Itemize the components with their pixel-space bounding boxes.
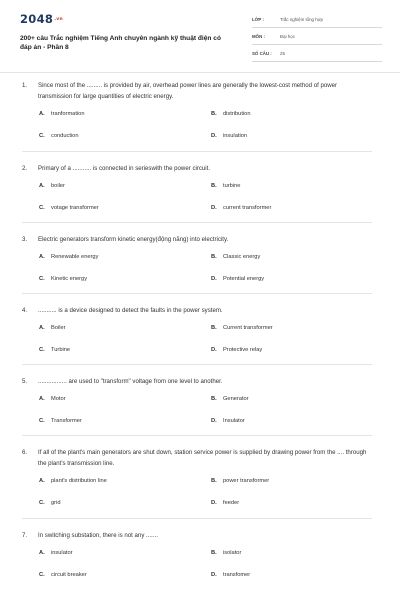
option-c[interactable] xyxy=(39,418,82,424)
meta-row-class xyxy=(252,14,382,28)
question-body: ........... is a device designed to detect the faults in the power system. xyxy=(38,307,223,314)
meta-row-subject xyxy=(252,31,382,45)
option-letter: A. xyxy=(39,324,45,331)
header xyxy=(20,12,382,66)
option-a[interactable] xyxy=(39,254,98,260)
question-list xyxy=(22,81,372,591)
option-text: votage transformer xyxy=(51,204,99,211)
option-b[interactable] xyxy=(211,183,240,189)
question-number: 3. xyxy=(22,236,28,243)
question-4 xyxy=(22,294,372,365)
option-b[interactable] xyxy=(211,396,249,402)
meta-info xyxy=(252,14,382,65)
option-row xyxy=(39,341,372,363)
question-2 xyxy=(22,152,372,223)
question-text xyxy=(22,235,372,246)
option-row xyxy=(39,248,372,270)
option-letter: C. xyxy=(39,500,45,507)
answer-options xyxy=(22,248,372,292)
option-text: Motor xyxy=(51,395,66,402)
option-letter: D. xyxy=(211,417,217,424)
option-text: circuit breaker xyxy=(51,571,87,578)
logo-suffix: .vn xyxy=(54,17,63,22)
option-text: Kinetic energy xyxy=(51,275,88,282)
option-row xyxy=(39,105,372,127)
option-b[interactable] xyxy=(211,111,251,117)
option-letter: D. xyxy=(211,133,217,140)
meta-key: MÔN : xyxy=(252,34,265,39)
question-7 xyxy=(22,519,372,591)
option-letter: D. xyxy=(211,204,217,211)
option-b[interactable] xyxy=(211,325,273,331)
option-text: insulator xyxy=(51,549,73,556)
option-letter: C. xyxy=(39,275,45,282)
question-number: 2. xyxy=(22,165,28,172)
option-b[interactable] xyxy=(211,478,269,484)
option-c[interactable] xyxy=(39,133,79,139)
option-letter: C. xyxy=(39,133,45,140)
option-letter: A. xyxy=(39,395,45,402)
option-letter: D. xyxy=(211,571,217,578)
option-text: insulation xyxy=(223,133,248,140)
option-letter: B. xyxy=(211,182,217,189)
option-a[interactable] xyxy=(39,478,107,484)
option-text: Turbine xyxy=(51,346,71,353)
question-body: Primary of a ........... is connected in serieswith the power circuit. xyxy=(38,165,211,172)
option-row xyxy=(39,412,372,434)
option-c[interactable] xyxy=(39,205,99,211)
option-row xyxy=(39,270,372,292)
option-c[interactable] xyxy=(39,500,60,506)
meta-value: 25 xyxy=(280,51,285,56)
option-text: Renewable energy xyxy=(51,253,99,260)
question-number: 5. xyxy=(22,378,28,385)
option-letter: D. xyxy=(211,275,217,282)
option-text: power transformer xyxy=(223,478,270,485)
logo-text: 2048 xyxy=(20,12,54,26)
meta-key: SỐ CÂU : xyxy=(252,51,272,56)
option-letter: C. xyxy=(39,346,45,353)
question-body: Since most of the ......... is provided by air, overhead power lines are generally the lowest-cost method of power transmission for large quantities of electric energy. xyxy=(38,82,338,100)
option-letter: A. xyxy=(39,253,45,260)
option-letter: B. xyxy=(211,324,217,331)
question-6 xyxy=(22,436,372,519)
option-a[interactable] xyxy=(39,396,66,402)
answer-options xyxy=(22,319,372,363)
question-number: 4. xyxy=(22,307,28,314)
question-number: 1. xyxy=(22,82,28,89)
option-row xyxy=(39,319,372,341)
question-body: ................. are used to "transform" voltage from one level to another. xyxy=(38,378,223,385)
question-1 xyxy=(22,81,372,152)
option-text: tranformation xyxy=(51,111,85,118)
meta-key: LỚP : xyxy=(252,17,264,22)
option-text: conduction xyxy=(51,133,79,140)
option-text: Protective relay xyxy=(223,346,263,353)
question-5 xyxy=(22,365,372,436)
option-text: feeder xyxy=(223,500,240,507)
option-d[interactable] xyxy=(211,418,245,424)
option-letter: B. xyxy=(211,253,217,260)
option-d[interactable] xyxy=(211,205,271,211)
question-text xyxy=(22,164,372,175)
option-row xyxy=(39,177,372,199)
answer-options xyxy=(22,544,372,588)
question-text xyxy=(22,306,372,317)
option-row xyxy=(39,544,372,566)
question-body: If all of the plant's main generators are shut down, station service power is supplied by drawing power from the .... through the plant's transmission line. xyxy=(38,449,367,467)
meta-value: Trắc nghiệm tổng hợp xyxy=(280,17,323,22)
answer-options xyxy=(22,105,372,149)
option-letter: A. xyxy=(39,111,45,118)
option-b[interactable] xyxy=(211,550,241,556)
option-d[interactable] xyxy=(211,572,250,578)
option-letter: B. xyxy=(211,549,217,556)
option-text: Current transformer xyxy=(223,324,273,331)
option-letter: D. xyxy=(211,500,217,507)
site-logo[interactable] xyxy=(20,12,63,26)
option-row xyxy=(39,566,372,588)
option-c[interactable] xyxy=(39,276,87,282)
option-text: Potential energy xyxy=(223,275,265,282)
answer-options xyxy=(22,177,372,221)
option-text: Insulator xyxy=(223,417,245,424)
question-body: Electric generators transform kinetic energy(động năng) into electricity. xyxy=(38,236,229,243)
option-text: Transformer xyxy=(51,417,82,424)
question-text xyxy=(22,377,372,388)
option-text: transfomer xyxy=(223,571,251,578)
answer-options xyxy=(22,390,372,434)
option-row xyxy=(39,390,372,412)
option-d[interactable] xyxy=(211,347,262,353)
option-d[interactable] xyxy=(211,276,264,282)
answer-options xyxy=(22,472,372,516)
option-a[interactable] xyxy=(39,550,73,556)
option-letter: A. xyxy=(39,478,45,485)
option-b[interactable] xyxy=(211,254,260,260)
document-title: 200+ câu Trắc nghiệm Tiếng Anh chuyên ngành kỹ thuật điện có đáp án - Phần 8 xyxy=(20,35,221,52)
question-text xyxy=(22,81,372,102)
option-text: grid xyxy=(51,500,61,507)
option-row xyxy=(39,472,372,494)
option-letter: B. xyxy=(211,478,217,485)
option-a[interactable] xyxy=(39,111,85,117)
header-divider xyxy=(0,72,400,73)
option-text: turbine xyxy=(223,182,241,189)
option-c[interactable] xyxy=(39,572,87,578)
option-c[interactable] xyxy=(39,347,70,353)
meta-row-count xyxy=(252,48,382,62)
option-letter: C. xyxy=(39,204,45,211)
option-row xyxy=(39,199,372,221)
meta-value: Đại học xyxy=(280,34,295,39)
option-letter: B. xyxy=(211,111,217,118)
option-letter: A. xyxy=(39,182,45,189)
option-letter: A. xyxy=(39,549,45,556)
option-letter: C. xyxy=(39,571,45,578)
option-a[interactable] xyxy=(39,183,65,189)
option-row xyxy=(39,127,372,149)
question-text xyxy=(22,531,372,542)
option-text: Generator xyxy=(223,395,249,402)
option-text: Boiler xyxy=(51,324,66,331)
question-body: In switching substation, there is not any ....... xyxy=(38,532,158,539)
option-text: Classic energy xyxy=(223,253,261,260)
option-d[interactable] xyxy=(211,133,247,139)
question-number: 7. xyxy=(22,532,28,539)
option-letter: C. xyxy=(39,417,45,424)
question-text xyxy=(22,448,372,469)
option-letter: D. xyxy=(211,346,217,353)
option-text: boiler xyxy=(51,182,65,189)
option-text: current transformer xyxy=(223,204,272,211)
option-text: isolator xyxy=(223,549,242,556)
option-letter: B. xyxy=(211,395,217,402)
option-a[interactable] xyxy=(39,325,66,331)
option-text: distribution xyxy=(223,111,251,118)
option-text: plant's distribution line xyxy=(51,478,107,485)
question-3 xyxy=(22,223,372,294)
option-row xyxy=(39,494,372,516)
option-d[interactable] xyxy=(211,500,239,506)
question-number: 6. xyxy=(22,449,28,456)
